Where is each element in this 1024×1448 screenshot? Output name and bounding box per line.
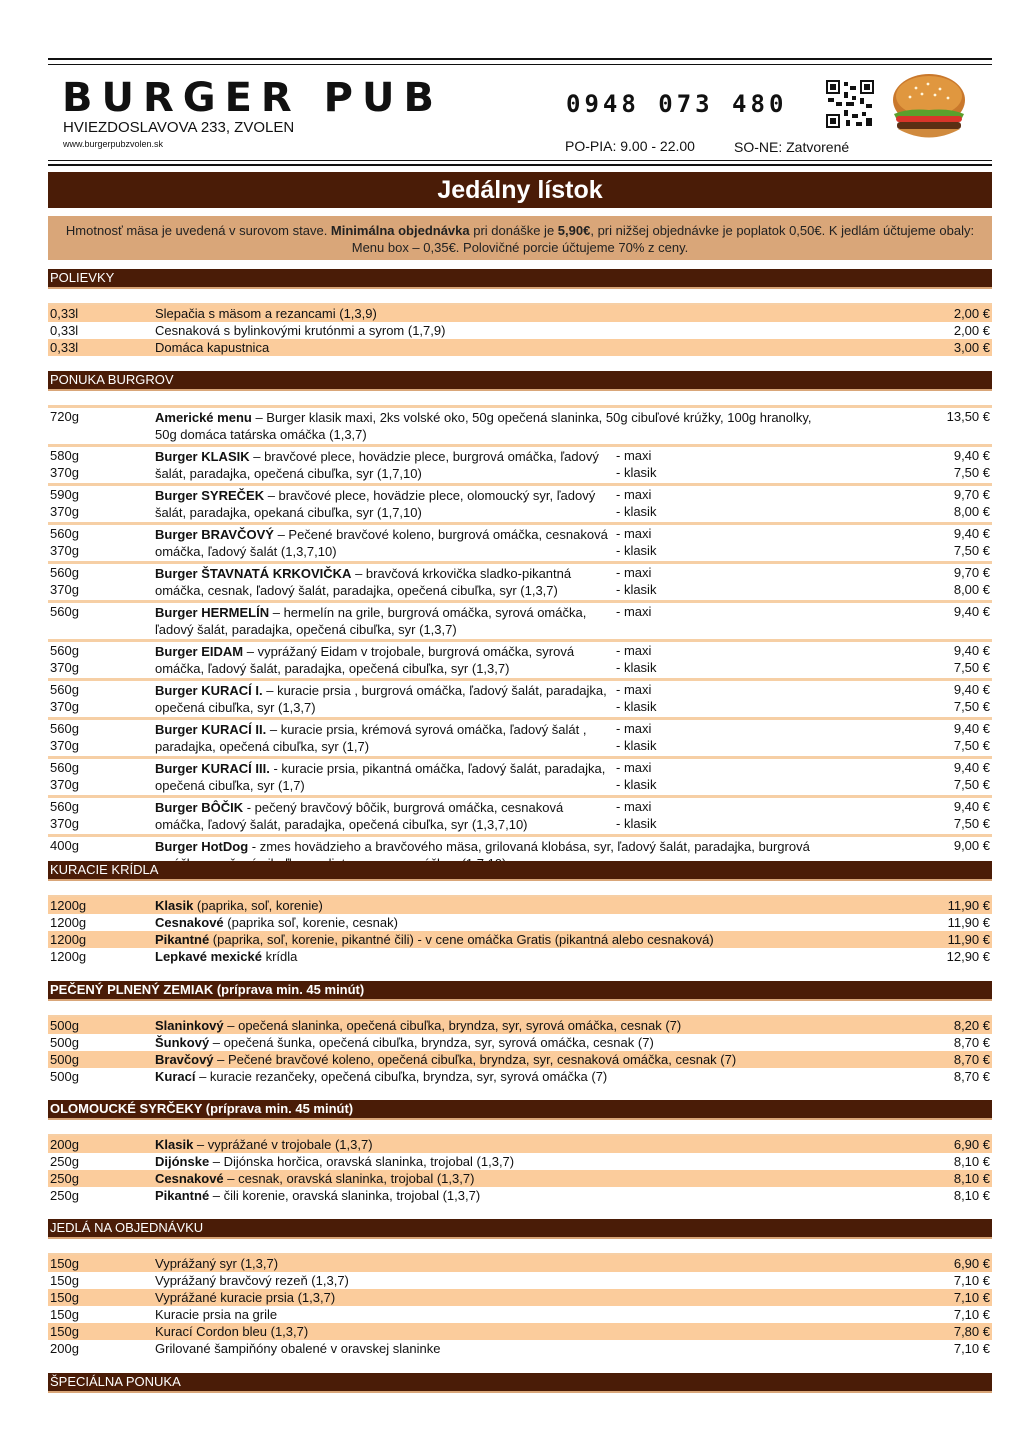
item-name: Burger BRAVČOVÝ bbox=[155, 527, 274, 542]
item-weight: 150g bbox=[50, 1324, 79, 1339]
item-weight-maxi: 560g bbox=[50, 565, 79, 580]
notice-text: Hmotnosť mäsa je uvedená v surovom stave. bbox=[65, 223, 331, 238]
item-description bbox=[155, 1136, 373, 1153]
item-name: Burger SYREČEK bbox=[155, 488, 265, 503]
item-price: 8,10 € bbox=[953, 1188, 990, 1203]
price-maxi: 9,40 € bbox=[953, 682, 990, 697]
section-heading: KURACIE KRÍDLA bbox=[48, 861, 992, 881]
item-weight-klasik: 370g bbox=[50, 465, 79, 480]
item-name: Klasik bbox=[155, 1137, 194, 1152]
menu-item-burger bbox=[48, 795, 992, 834]
burger-icon bbox=[888, 70, 970, 146]
item-name: Burger KURACÍ II. bbox=[155, 722, 267, 737]
item-weight-klasik: 370g bbox=[50, 504, 79, 519]
item-weight-klasik: 370g bbox=[50, 660, 79, 675]
item-name: Vyprážaný bravčový rezeň (1,3,7) bbox=[155, 1273, 349, 1288]
price-maxi: 9,40 € bbox=[953, 721, 990, 736]
item-weight: 250g bbox=[50, 1188, 79, 1203]
item-price: 7,10 € bbox=[953, 1290, 990, 1305]
variant-klasik: - klasik bbox=[616, 465, 657, 480]
item-description bbox=[155, 1068, 607, 1085]
item-detail: – bravčové plece, hovädzie plece, olomoucký syr, ľadový šalát, paradajka, opekaná cibuľka, syr (1,7,10) bbox=[155, 488, 596, 520]
section-polievky bbox=[48, 269, 992, 356]
item-name: Slaninkový bbox=[155, 1018, 224, 1033]
item-price: 7,10 € bbox=[953, 1273, 990, 1288]
item-description bbox=[155, 897, 323, 914]
item-name: Kurací Cordon bleu (1,3,7) bbox=[155, 1324, 309, 1339]
item-price: 9,00 € bbox=[953, 838, 990, 853]
list-item bbox=[48, 305, 992, 322]
hours-weekend: SO-NE: Zatvorené bbox=[734, 139, 850, 155]
item-weight-klasik: 370g bbox=[50, 777, 79, 792]
item-detail: – opečená šunka, opečená cibuľka, bryndza, syr, syrová omáčka, cesnak (7) bbox=[209, 1035, 654, 1050]
item-detail: - pečený bravčový bôčik, burgrová omáčka, cesnaková omáčka, ľadový šalát, paradajka, opečená cibuľka, syr (1,3,7,10) bbox=[155, 800, 564, 832]
item-name: Burger ŠTAVNATÁ KRKOVIČKA bbox=[155, 566, 352, 581]
item-price: 7,10 € bbox=[953, 1307, 990, 1322]
item-price: 7,10 € bbox=[953, 1341, 990, 1356]
price-maxi: 9,40 € bbox=[953, 760, 990, 775]
item-description bbox=[155, 448, 611, 482]
price-maxi: 9,70 € bbox=[953, 565, 990, 580]
section-objednavka bbox=[48, 1219, 992, 1357]
variant-maxi: - maxi bbox=[616, 487, 652, 502]
item-price: 8,70 € bbox=[953, 1035, 990, 1050]
price-klasik: 7,50 € bbox=[953, 738, 990, 753]
item-name: Klasik bbox=[155, 898, 194, 913]
item-weight: 1200g bbox=[50, 915, 87, 930]
price-klasik: 7,50 € bbox=[953, 543, 990, 558]
variant-maxi: - maxi bbox=[616, 799, 652, 814]
list-item bbox=[48, 1051, 992, 1068]
brand-logo: BURGER PUB bbox=[62, 75, 443, 121]
notice-text: pri donáške je bbox=[469, 223, 558, 238]
list-item bbox=[48, 914, 992, 931]
section-kridla bbox=[48, 861, 992, 965]
item-detail: – kuracie rezančeky, opečená cibuľka, bryndza, syr, syrová omáčka (7) bbox=[195, 1069, 608, 1084]
item-weight-maxi: 560g bbox=[50, 604, 79, 619]
item-weight: 400g bbox=[50, 838, 79, 853]
item-description bbox=[155, 1051, 736, 1068]
item-detail: (paprika, soľ, korenie, pikantné čili) - v cene omáčka Gratis (pikantná alebo cesnaková) bbox=[209, 932, 714, 947]
item-price: 7,80 € bbox=[953, 1324, 990, 1339]
notice-text: , pri nižšej objednávke je poplatok 0,50€. K jedlám účtujeme obaly: Menu box – 0,35€. Polovičné porcie účtujeme 70% z ceny. bbox=[351, 223, 975, 255]
variant-maxi: - maxi bbox=[616, 682, 652, 697]
item-detail: – kuracie prsia , burgrová omáčka, ľadový šalát, paradajka, opečená cibuľka, syr (1,3,7) bbox=[155, 683, 607, 715]
variant-klasik: - klasik bbox=[616, 816, 657, 831]
website-link[interactable]: www.burgerpubzvolen.sk bbox=[63, 139, 164, 149]
item-price: 6,90 € bbox=[953, 1137, 990, 1152]
item-name: Lepkavé mexické bbox=[155, 949, 262, 964]
section-heading: OLOMOUCKÉ SYRČEKY (príprava min. 45 minút) bbox=[48, 1100, 992, 1120]
page-title: Jedálny lístok bbox=[48, 172, 992, 208]
item-description bbox=[155, 931, 714, 948]
variant-klasik: - klasik bbox=[616, 543, 657, 558]
item-weight: 500g bbox=[50, 1018, 79, 1033]
item-price: 8,10 € bbox=[953, 1154, 990, 1169]
variant-maxi: - maxi bbox=[616, 604, 652, 619]
item-detail: (paprika soľ, korenie, cesnak) bbox=[223, 915, 398, 930]
item-price: 8,70 € bbox=[953, 1052, 990, 1067]
item-name: Kuracie prsia na grile bbox=[155, 1307, 278, 1322]
list-item bbox=[48, 1340, 992, 1357]
item-description bbox=[155, 487, 611, 521]
item-name: Pikantné bbox=[155, 1188, 210, 1203]
item-price: 8,70 € bbox=[953, 1069, 990, 1084]
item-detail: krídla bbox=[261, 949, 298, 964]
price-klasik: 8,00 € bbox=[953, 504, 990, 519]
item-weight: 250g bbox=[50, 1171, 79, 1186]
item-description bbox=[155, 1153, 514, 1170]
list-item bbox=[48, 1289, 992, 1306]
qr-code-icon[interactable] bbox=[826, 80, 874, 128]
item-name: Pikantné bbox=[155, 932, 210, 947]
item-description bbox=[155, 1170, 474, 1187]
item-price: 12,90 € bbox=[946, 949, 990, 964]
price-klasik: 7,50 € bbox=[953, 660, 990, 675]
item-weight-klasik: 370g bbox=[50, 816, 79, 831]
item-weight-maxi: 560g bbox=[50, 721, 79, 736]
section-specialna bbox=[48, 1373, 992, 1393]
item-detail: – kuracie prsia, krémová syrová omáčka, ľadový šalát , paradajka, opečená cibuľka, syr (1,7) bbox=[155, 722, 587, 754]
list-item bbox=[48, 931, 992, 948]
item-description bbox=[155, 604, 611, 638]
item-weight: 0,33l bbox=[50, 323, 79, 338]
list-item bbox=[48, 897, 992, 914]
section-heading: PONUKA BURGROV bbox=[48, 371, 992, 391]
item-description bbox=[155, 1034, 654, 1051]
list-item bbox=[48, 1153, 992, 1170]
item-weight: 0,33l bbox=[50, 340, 79, 355]
order-notice bbox=[48, 216, 992, 260]
variant-klasik: - klasik bbox=[616, 504, 657, 519]
item-detail: - zmes hovädzieho a bravčového mäsa, grilovaná klobása, syr, ľadový šalát, paradajka, burgrová bbox=[251, 839, 810, 854]
menu-item-americke bbox=[48, 405, 992, 444]
header bbox=[48, 68, 992, 168]
list-item bbox=[48, 1187, 992, 1204]
menu-item-burger bbox=[48, 717, 992, 756]
item-description bbox=[155, 799, 611, 833]
item-price: 8,20 € bbox=[953, 1018, 990, 1033]
price-klasik: 7,50 € bbox=[953, 777, 990, 792]
item-weight-klasik: 370g bbox=[50, 699, 79, 714]
item-name: Burger KURACÍ III. bbox=[155, 761, 270, 776]
item-name: Slepačia s mäsom a rezancami (1,3,9) bbox=[155, 306, 377, 321]
section-heading: JEDLÁ NA OBJEDNÁVKU bbox=[48, 1219, 992, 1239]
item-description bbox=[155, 526, 611, 560]
item-description bbox=[155, 760, 611, 794]
item-name: Burger EIDAM bbox=[155, 644, 244, 659]
item-detail: – Pečené bravčové koleno, opečená cibuľka, bryndza, syr, cesnaková omáčka, cesnak (7) bbox=[213, 1052, 737, 1067]
item-detail: – Burger klasik maxi, 2ks volské oko, 50g opečená slaninka, 50g cibuľové krúžky, 100g hranolky, 50g domáca tatárska omáčka (1,3,7) bbox=[155, 410, 812, 442]
list-item bbox=[48, 1017, 992, 1034]
item-weight: 200g bbox=[50, 1341, 79, 1356]
variant-klasik: - klasik bbox=[616, 582, 657, 597]
item-name: Burger HERMELÍN bbox=[155, 605, 270, 620]
item-weight: 250g bbox=[50, 1154, 79, 1169]
item-detail: (paprika, soľ, korenie) bbox=[193, 898, 323, 913]
item-weight: 200g bbox=[50, 1137, 79, 1152]
variant-maxi: - maxi bbox=[616, 565, 652, 580]
phone-number[interactable]: 0948 073 480 bbox=[566, 90, 788, 118]
item-weight-maxi: 560g bbox=[50, 682, 79, 697]
menu-item-burger bbox=[48, 561, 992, 600]
variant-maxi: - maxi bbox=[616, 721, 652, 736]
menu-item-burger bbox=[48, 522, 992, 561]
item-detail: – vyprážané v trojobale (1,3,7) bbox=[193, 1137, 373, 1152]
item-detail: – hermelín na grile, burgrová omáčka, syrová omáčka, ľadový šalát, paradajka, opečená cibuľka, syr (1,3,7) bbox=[155, 605, 587, 637]
variant-maxi: - maxi bbox=[616, 643, 652, 658]
list-item bbox=[48, 1323, 992, 1340]
item-weight: 150g bbox=[50, 1290, 79, 1305]
item-weight: 0,33l bbox=[50, 306, 79, 321]
item-name: Domáca kapustnica bbox=[155, 340, 270, 355]
item-weight: 500g bbox=[50, 1069, 79, 1084]
item-name: Cesnakové bbox=[155, 1171, 224, 1186]
item-name: Vyprážané kuracie prsia (1,3,7) bbox=[155, 1290, 336, 1305]
item-description bbox=[155, 565, 611, 599]
item-price: 8,10 € bbox=[953, 1171, 990, 1186]
list-item bbox=[48, 1306, 992, 1323]
item-weight: 1200g bbox=[50, 932, 87, 947]
item-weight: 150g bbox=[50, 1273, 79, 1288]
item-name: Burger KLASIK bbox=[155, 449, 250, 464]
item-weight-maxi: 590g bbox=[50, 487, 79, 502]
item-weight: 1200g bbox=[50, 949, 87, 964]
item-description bbox=[155, 948, 297, 965]
item-detail: – bravčové plece, hovädzie plece, burgrová omáčka, ľadový šalát, paradajka, opečená cibuľka, syr (1,7,10) bbox=[155, 449, 599, 481]
price-maxi: 9,40 € bbox=[953, 643, 990, 658]
list-item bbox=[48, 1136, 992, 1153]
menu-item-burger bbox=[48, 600, 992, 639]
item-weight-klasik: 370g bbox=[50, 543, 79, 558]
item-name: Cesnaková s bylinkovými krutónmi a syrom (1,7,9) bbox=[155, 323, 446, 338]
item-name: Bravčový bbox=[155, 1052, 214, 1067]
list-item bbox=[48, 1034, 992, 1051]
section-heading: POLIEVKY bbox=[48, 269, 992, 289]
item-detail: – cesnak, oravská slaninka, trojobal (1,3,7) bbox=[223, 1171, 475, 1186]
item-price: 13,50 € bbox=[946, 409, 990, 424]
item-detail: – Dijónska horčica, oravská slaninka, trojobal (1,3,7) bbox=[209, 1154, 515, 1169]
item-weight-maxi: 560g bbox=[50, 760, 79, 775]
item-weight-klasik: 370g bbox=[50, 582, 79, 597]
item-weight: 500g bbox=[50, 1035, 79, 1050]
section-heading: ŠPECIÁLNA PONUKA bbox=[48, 1373, 992, 1393]
item-price: 2,00 € bbox=[953, 323, 990, 338]
section-zemiak bbox=[48, 981, 992, 1085]
hours-weekdays: PO-PIA: 9.00 - 22.00 bbox=[565, 138, 695, 154]
price-maxi: 9,70 € bbox=[953, 487, 990, 502]
menu-item-burger bbox=[48, 483, 992, 522]
item-name: Cesnakové bbox=[155, 915, 224, 930]
item-name: Šunkový bbox=[155, 1035, 210, 1050]
item-name: Vyprážaný syr (1,3,7) bbox=[155, 1256, 279, 1271]
item-detail: – čili korenie, oravská slaninka, trojobal (1,3,7) bbox=[209, 1188, 481, 1203]
item-detail: – opečená slaninka, opečená cibuľka, bryndza, syr, syrová omáčka, cesnak (7) bbox=[223, 1018, 682, 1033]
menu-item-burger bbox=[48, 444, 992, 483]
item-detail: - kuracie prsia, pikantná omáčka, ľadový šalát, paradajka, opečená cibuľka, syr (1,7) bbox=[155, 761, 606, 793]
item-name: Dijónske bbox=[155, 1154, 210, 1169]
variant-maxi: - maxi bbox=[616, 448, 652, 463]
item-detail: – vyprážaný Eidam v trojobale, burgrová omáčka, syrová omáčka, ľadový šalát, paradajka, opečená cibuľka, syr (1,3,7) bbox=[155, 644, 575, 676]
item-name: Burger HotDog bbox=[155, 839, 249, 854]
item-price: 3,00 € bbox=[953, 340, 990, 355]
menu-item-burger bbox=[48, 756, 992, 795]
variant-klasik: - klasik bbox=[616, 777, 657, 792]
price-klasik: 7,50 € bbox=[953, 465, 990, 480]
item-weight-maxi: 560g bbox=[50, 799, 79, 814]
menu-item-burger bbox=[48, 678, 992, 717]
item-weight: 150g bbox=[50, 1256, 79, 1271]
section-syrceky bbox=[48, 1100, 992, 1204]
item-weight: 150g bbox=[50, 1307, 79, 1322]
item-weight: 500g bbox=[50, 1052, 79, 1067]
price-maxi: 9,40 € bbox=[953, 799, 990, 814]
item-price: 11,90 € bbox=[947, 915, 990, 930]
item-weight: 720g bbox=[50, 409, 79, 424]
item-weight-maxi: 560g bbox=[50, 643, 79, 658]
item-name: Burger KURACÍ I. bbox=[155, 683, 263, 698]
top-rule bbox=[48, 58, 992, 60]
menu-item-burger bbox=[48, 639, 992, 678]
item-description bbox=[155, 682, 611, 716]
variant-maxi: - maxi bbox=[616, 526, 652, 541]
price-klasik: 7,50 € bbox=[953, 699, 990, 714]
item-detail: – bravčová krkovička sladko-pikantná omáčka, cesnak, ľadový šalát, paradajka, opečená cibuľka, syr (1,3,7) bbox=[155, 566, 572, 598]
price-klasik: 8,00 € bbox=[953, 582, 990, 597]
price-maxi: 9,40 € bbox=[953, 604, 990, 619]
item-weight: 1200g bbox=[50, 898, 87, 913]
list-item bbox=[48, 948, 992, 965]
item-description bbox=[155, 1187, 480, 1204]
item-price: 11,90 € bbox=[947, 932, 990, 947]
price-klasik: 7,50 € bbox=[953, 816, 990, 831]
list-item bbox=[48, 322, 992, 339]
list-item bbox=[48, 1272, 992, 1289]
item-description bbox=[155, 1017, 681, 1034]
item-description bbox=[155, 914, 398, 931]
item-name: Burger BÔČIK bbox=[155, 800, 244, 815]
variant-klasik: - klasik bbox=[616, 738, 657, 753]
price-maxi: 9,40 € bbox=[953, 448, 990, 463]
item-weight-klasik: 370g bbox=[50, 738, 79, 753]
variant-maxi: - maxi bbox=[616, 760, 652, 775]
item-price: 2,00 € bbox=[953, 306, 990, 321]
item-detail: – Pečené bravčové koleno, burgrová omáčka, cesnaková omáčka, ľadový šalát (1,3,7,10) bbox=[155, 527, 608, 559]
list-item bbox=[48, 1170, 992, 1187]
item-weight-maxi: 580g bbox=[50, 448, 79, 463]
section-burgre bbox=[48, 371, 992, 876]
notice-min-price: 5,90€ bbox=[557, 223, 591, 238]
list-item bbox=[48, 339, 992, 356]
item-price: 11,90 € bbox=[947, 898, 990, 913]
address: HVIEZDOSLAVOVA 233, ZVOLEN bbox=[63, 119, 295, 136]
price-maxi: 9,40 € bbox=[953, 526, 990, 541]
section-heading: PEČENÝ PLNENÝ ZEMIAK (príprava min. 45 minút) bbox=[48, 981, 992, 1001]
item-weight-maxi: 560g bbox=[50, 526, 79, 541]
item-description bbox=[155, 643, 611, 677]
top-rule-thin bbox=[48, 64, 992, 65]
variant-klasik: - klasik bbox=[616, 699, 657, 714]
list-item bbox=[48, 1068, 992, 1085]
item-price: 6,90 € bbox=[953, 1256, 990, 1271]
notice-bold: Minimálna objednávka bbox=[330, 223, 470, 238]
item-name: Kurací bbox=[155, 1069, 196, 1084]
item-name: Americké menu bbox=[155, 410, 252, 425]
list-item bbox=[48, 1255, 992, 1272]
item-description bbox=[155, 409, 835, 443]
item-description bbox=[155, 721, 611, 755]
item-name: Grilované šampiňóny obalené v oravskej slaninke bbox=[155, 1341, 441, 1356]
variant-klasik: - klasik bbox=[616, 660, 657, 675]
